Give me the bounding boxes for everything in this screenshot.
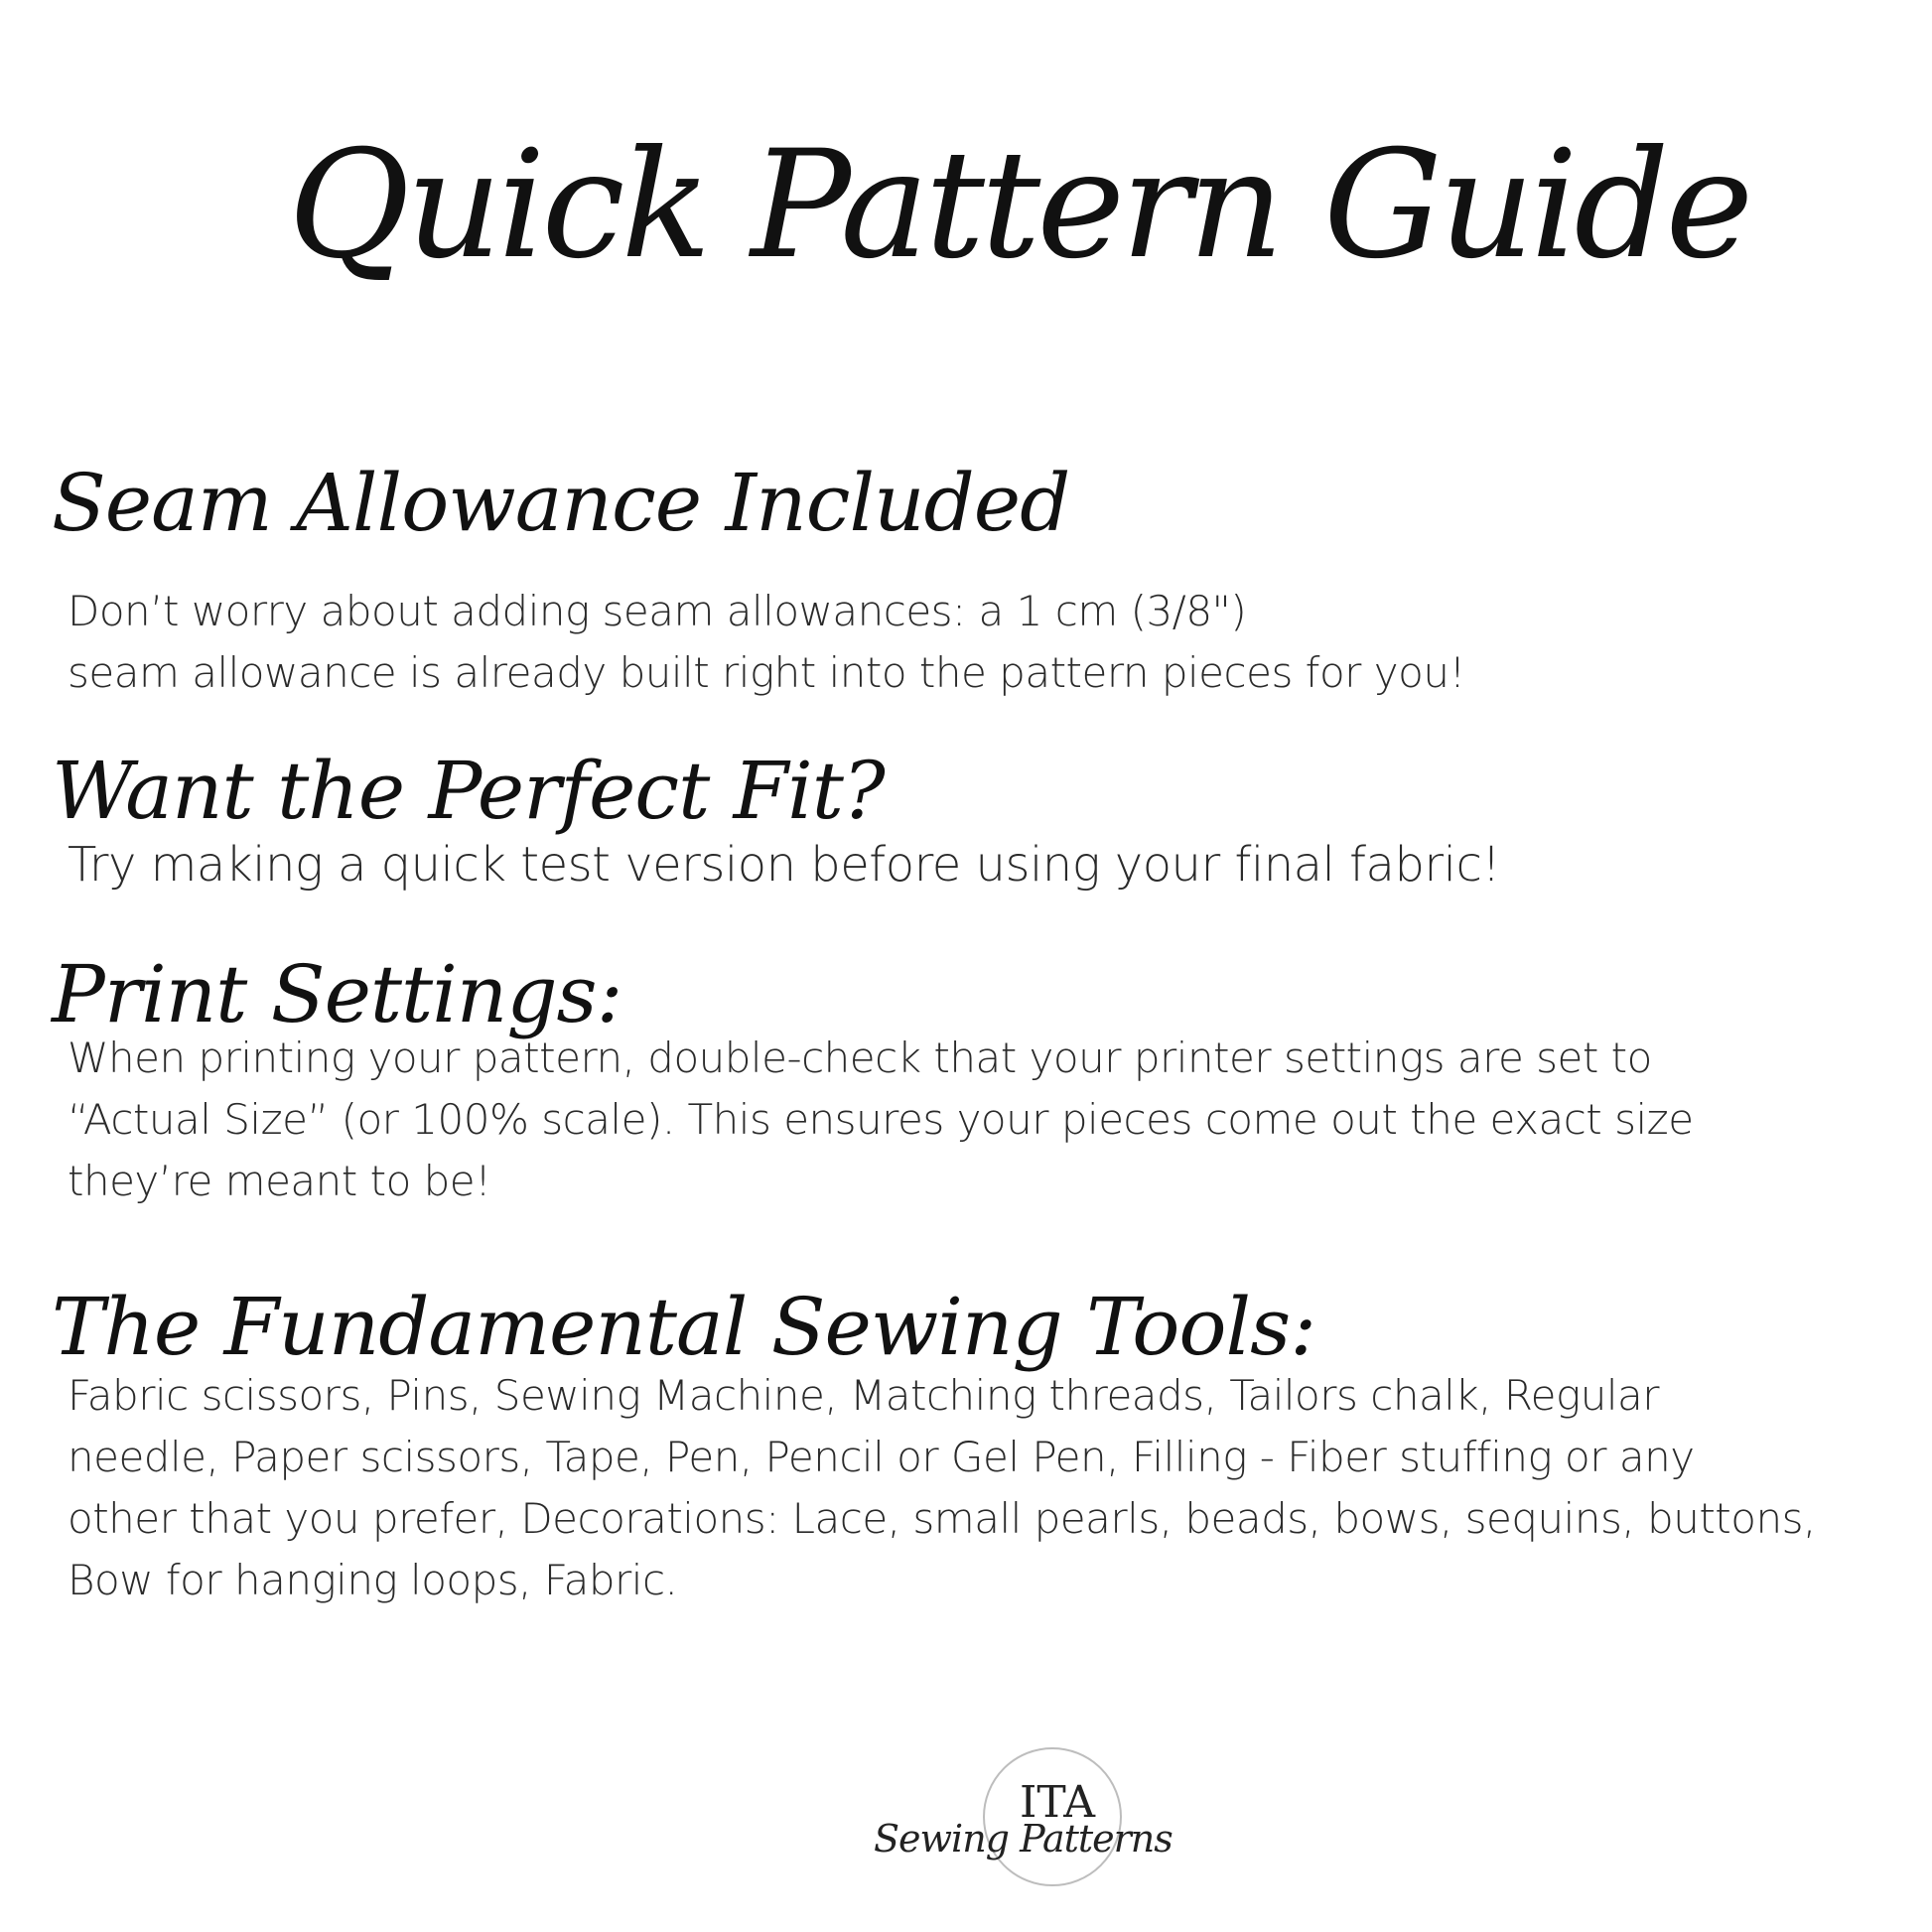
section-text-sewing-tools (68, 1365, 1816, 1611)
text-line: Don’t worry about adding seam allowances: a 1 cm (3/8") (68, 587, 1247, 635)
text-line: other that you prefer, Decorations: Lace, small pearls, beads, bows, sequins, buttons, (68, 1494, 1816, 1543)
text-line: Fabric scissors, Pins, Sewing Machine, Matching threads, Tailors chalk, Regular (68, 1371, 1660, 1420)
text-line: seam allowance is already built right into the pattern pieces for you! (68, 648, 1465, 697)
section-heading-sewing-tools: The Fundamental Sewing Tools: (52, 1281, 1316, 1373)
section-text-seam-allowance (68, 581, 1465, 704)
logo-name: Sewing Patterns (874, 1817, 1173, 1861)
text-line: needle, Paper scissors, Tape, Pen, Pencil or Gel Pen, Filling - Fiber stuffing or any (68, 1433, 1695, 1481)
page-title: Quick Pattern Guide (288, 119, 1750, 292)
logo-initials: ITA (1019, 1777, 1096, 1828)
text-line: When printing your pattern, double-check that your printer settings are set to (68, 1034, 1652, 1082)
text-line: “Actual Size” (or 100% scale). This ensures your pieces come out the exact size (68, 1095, 1694, 1144)
brand-logo (864, 1747, 1281, 1896)
section-text-perfect-fit (68, 834, 1500, 896)
text-line: Try making a quick test version before using your final fabric! (68, 837, 1501, 893)
section-heading-perfect-fit: Want the Perfect Fit? (52, 745, 885, 837)
text-line: Bow for hanging loops, Fabric. (68, 1556, 678, 1604)
section-heading-print-settings: Print Settings: (52, 948, 622, 1040)
section-text-print-settings (68, 1028, 1694, 1212)
section-heading-seam-allowance: Seam Allowance Included (52, 457, 1070, 549)
text-line: they’re meant to be! (68, 1157, 491, 1205)
